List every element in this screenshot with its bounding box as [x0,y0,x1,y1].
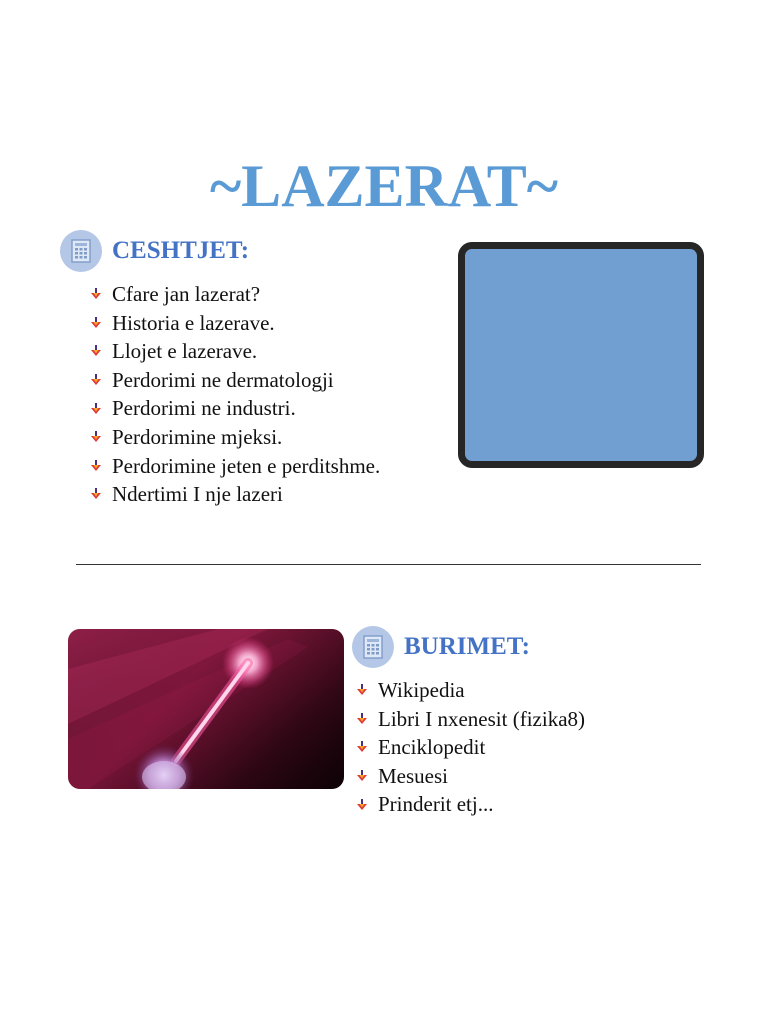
topics-heading-text: CESHTJET: [112,237,250,264]
list-item: Perdorimi ne industri. [90,394,380,423]
arrow-down-bullet-icon [90,288,102,300]
arrow-down-bullet-icon [356,799,368,811]
arrow-down-bullet-icon [90,488,102,500]
sources-list [356,676,585,819]
list-item: Perdorimi ne dermatologji [90,366,380,395]
list-item: Libri I nxenesit (fizika8) [356,705,585,734]
arrow-down-bullet-icon [90,374,102,386]
arrow-down-bullet-icon [90,317,102,329]
list-item: Mesuesi [356,762,585,791]
list-item: Enciklopedit [356,733,585,762]
sources-heading-text: BURIMET: [404,633,530,660]
arrow-down-bullet-icon [90,403,102,415]
sources-heading [352,626,530,668]
list-item: Ndertimi I nje lazeri [90,480,380,509]
arrow-down-bullet-icon [356,741,368,753]
list-item: Llojet e lazerave. [90,337,380,366]
topics-list [90,280,380,509]
list-item: Prinderit etj... [356,790,585,819]
divider [76,564,701,565]
topics-heading [60,230,249,272]
arrow-down-bullet-icon [90,431,102,443]
blue-rounded-box [458,242,704,468]
arrow-down-bullet-icon [356,770,368,782]
page-title: ~LAZERAT~ [209,153,559,219]
list-item: Wikipedia [356,676,585,705]
arrow-down-bullet-icon [356,713,368,725]
document-icon [352,626,394,668]
list-item: Perdorimine jeten e perditshme. [90,452,380,481]
list-item: Cfare jan lazerat? [90,280,380,309]
list-item: Perdorimine mjeksi. [90,423,380,452]
arrow-down-bullet-icon [90,460,102,472]
laser-photo [68,629,344,789]
list-item: Historia e lazerave. [90,309,380,338]
document-icon [60,230,102,272]
arrow-down-bullet-icon [356,684,368,696]
arrow-down-bullet-icon [90,345,102,357]
